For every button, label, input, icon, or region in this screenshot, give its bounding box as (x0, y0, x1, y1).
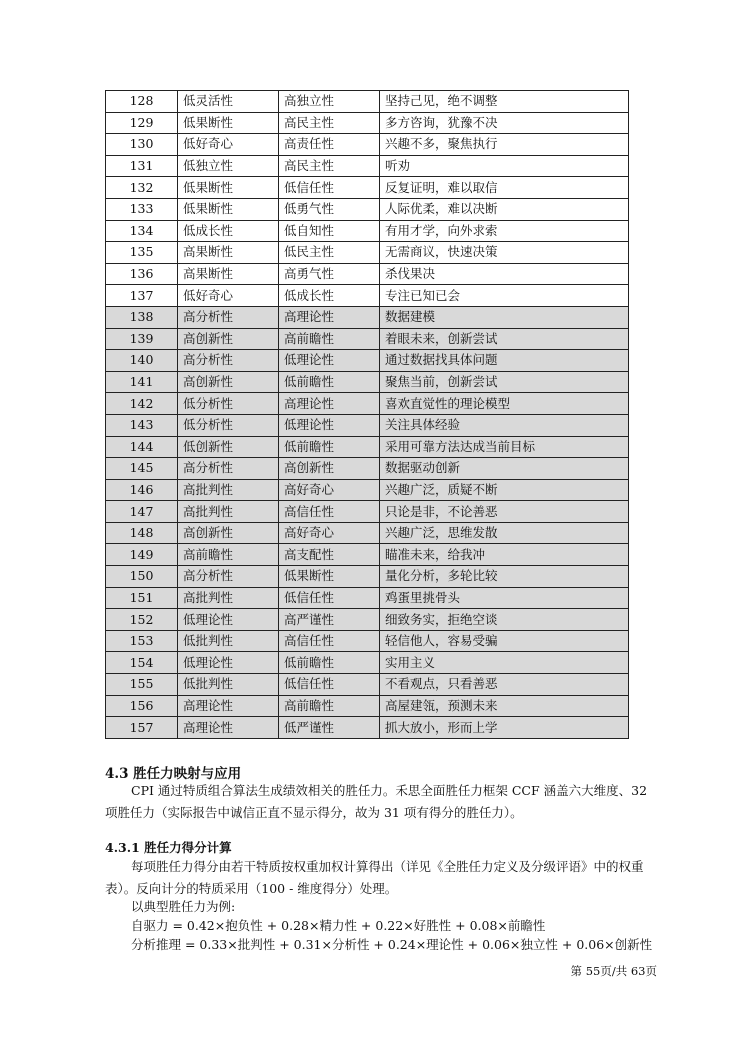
table-row (106, 350, 629, 372)
row-number-cell: 157 (106, 717, 178, 739)
table-row (106, 112, 629, 134)
description-cell: 坚持己见，绝不调整 (380, 91, 629, 113)
table-row (106, 695, 629, 717)
trait-a-cell: 高理论性 (178, 695, 279, 717)
trait-b-cell: 低信任性 (279, 587, 380, 609)
row-number-cell: 143 (106, 414, 178, 436)
trait-a-cell: 低分析性 (178, 393, 279, 415)
trait-b-cell: 低果断性 (279, 566, 380, 588)
trait-b-cell: 高民主性 (279, 155, 380, 177)
trait-a-cell: 高分析性 (178, 350, 279, 372)
table-row (106, 263, 629, 285)
row-number-cell: 134 (106, 220, 178, 242)
table-row (106, 652, 629, 674)
trait-a-cell: 低理论性 (178, 652, 279, 674)
trait-a-cell: 低分析性 (178, 414, 279, 436)
subsection-title: 4.3.1 胜任力得分计算 (105, 840, 232, 855)
trait-a-cell: 高果断性 (178, 263, 279, 285)
row-number-cell: 156 (106, 695, 178, 717)
trait-a-cell: 高批判性 (178, 501, 279, 523)
trait-b-cell: 高独立性 (279, 91, 380, 113)
description-cell: 只论是非，不论善恶 (380, 501, 629, 523)
trait-b-cell: 高信任性 (279, 501, 380, 523)
description-cell: 轻信他人，容易受骗 (380, 630, 629, 652)
page-number: 第 55页/共 63页 (570, 964, 657, 978)
trait-a-cell: 高分析性 (178, 566, 279, 588)
trait-combination-table (105, 90, 628, 739)
table-row (106, 522, 629, 544)
table-row (106, 91, 629, 113)
row-number-cell: 135 (106, 242, 178, 264)
row-number-cell: 142 (106, 393, 178, 415)
row-number-cell: 147 (106, 501, 178, 523)
trait-b-cell: 高前瞻性 (279, 328, 380, 350)
trait-a-cell: 低独立性 (178, 155, 279, 177)
description-cell: 兴趣广泛，质疑不断 (380, 479, 629, 501)
row-number-cell: 139 (106, 328, 178, 350)
trait-b-cell: 高信任性 (279, 630, 380, 652)
description-cell: 数据建模 (380, 306, 629, 328)
description-cell: 专注已知已会 (380, 285, 629, 307)
description-cell: 不看观点，只看善恶 (380, 674, 629, 696)
trait-b-cell: 低信任性 (279, 177, 380, 199)
table-row (106, 587, 629, 609)
table-row (106, 220, 629, 242)
table-row (106, 285, 629, 307)
section-title: 4.3 胜任力映射与应用 (105, 766, 242, 782)
trait-b-cell: 低勇气性 (279, 198, 380, 220)
table-row (106, 501, 629, 523)
trait-b-cell: 低成长性 (279, 285, 380, 307)
row-number-cell: 150 (106, 566, 178, 588)
row-number-cell: 148 (106, 522, 178, 544)
description-cell: 关注具体经验 (380, 414, 629, 436)
description-cell: 杀伐果决 (380, 263, 629, 285)
trait-a-cell: 高分析性 (178, 306, 279, 328)
description-cell: 量化分析，多轮比较 (380, 566, 629, 588)
description-cell: 兴趣不多，聚焦执行 (380, 134, 629, 156)
description-cell: 采用可靠方法达成当前目标 (380, 436, 629, 458)
description-cell: 实用主义 (380, 652, 629, 674)
table-row (106, 674, 629, 696)
trait-b-cell: 低前瞻性 (279, 371, 380, 393)
table-row (106, 479, 629, 501)
row-number-cell: 129 (106, 112, 178, 134)
trait-a-cell: 高理论性 (178, 717, 279, 739)
formula-analytic-reasoning: 分析推理 = 0.33×批判性 + 0.31×分析性 + 0.24×理论性 + 0.06×独立性 + 0.06×创新性 (131, 937, 653, 952)
trait-a-cell: 高批判性 (178, 587, 279, 609)
description-cell: 人际优柔，难以决断 (380, 198, 629, 220)
table-row (106, 134, 629, 156)
description-cell: 喜欢直觉性的理论模型 (380, 393, 629, 415)
trait-b-cell: 高前瞻性 (279, 695, 380, 717)
trait-a-cell: 低创新性 (178, 436, 279, 458)
trait-a-cell: 低灵活性 (178, 91, 279, 113)
row-number-cell: 138 (106, 306, 178, 328)
formula-self-drive: 自驱力 = 0.42×抱负性 + 0.28×精力性 + 0.22×好胜性 + 0.08×前瞻性 (131, 918, 546, 933)
trait-b-cell: 低信任性 (279, 674, 380, 696)
description-cell: 无需商议，快速决策 (380, 242, 629, 264)
description-cell: 聚焦当前，创新尝试 (380, 371, 629, 393)
section-paragraph: CPI 通过特质组合算法生成绩效相关的胜任力。禾思全面胜任力框架 CCF 涵盖六大维度、32 项胜任力（实际报告中诚信正直不显示得分，故为 31 项有得分的胜任力）。 (105, 783, 648, 820)
table-row (106, 436, 629, 458)
table-row (106, 414, 629, 436)
trait-a-cell: 高创新性 (178, 328, 279, 350)
table-row (106, 609, 629, 631)
trait-b-cell: 低自知性 (279, 220, 380, 242)
table-row (106, 371, 629, 393)
table-row (106, 717, 629, 739)
trait-a-cell: 高前瞻性 (178, 544, 279, 566)
trait-b-cell: 高理论性 (279, 306, 380, 328)
description-cell: 兴趣广泛，思维发散 (380, 522, 629, 544)
trait-a-cell: 低好奇心 (178, 134, 279, 156)
trait-b-cell: 高理论性 (279, 393, 380, 415)
description-cell: 通过数据找具体问题 (380, 350, 629, 372)
description-cell: 有用才学，向外求索 (380, 220, 629, 242)
trait-a-cell: 低批判性 (178, 674, 279, 696)
trait-b-cell: 低前瞻性 (279, 436, 380, 458)
row-number-cell: 136 (106, 263, 178, 285)
description-cell: 鸡蛋里挑骨头 (380, 587, 629, 609)
row-number-cell: 151 (106, 587, 178, 609)
row-number-cell: 133 (106, 198, 178, 220)
row-number-cell: 132 (106, 177, 178, 199)
trait-a-cell: 高批判性 (178, 479, 279, 501)
description-cell: 瞄准未来，给我冲 (380, 544, 629, 566)
table-row (106, 458, 629, 480)
table-row (106, 544, 629, 566)
row-number-cell: 155 (106, 674, 178, 696)
trait-b-cell: 高创新性 (279, 458, 380, 480)
trait-table (105, 90, 629, 739)
subsection-paragraph: 每项胜任力得分由若干特质按权重加权计算得出（详见《全胜任力定义及分级评语》中的权重表）。反向计分的特质采用（100 - 维度得分）处理。 (105, 859, 644, 896)
description-cell: 着眼未来，创新尝试 (380, 328, 629, 350)
row-number-cell: 154 (106, 652, 178, 674)
trait-a-cell: 低成长性 (178, 220, 279, 242)
row-number-cell: 130 (106, 134, 178, 156)
description-cell: 听劝 (380, 155, 629, 177)
description-cell: 细致务实，拒绝空谈 (380, 609, 629, 631)
description-cell: 多方咨询，犹豫不决 (380, 112, 629, 134)
row-number-cell: 140 (106, 350, 178, 372)
description-cell: 数据驱动创新 (380, 458, 629, 480)
trait-b-cell: 低前瞻性 (279, 652, 380, 674)
trait-b-cell: 低理论性 (279, 350, 380, 372)
trait-b-cell: 高好奇心 (279, 479, 380, 501)
trait-a-cell: 高果断性 (178, 242, 279, 264)
row-number-cell: 144 (106, 436, 178, 458)
table-row (106, 242, 629, 264)
table-row (106, 155, 629, 177)
example-intro: 以典型胜任力为例: (131, 899, 236, 914)
row-number-cell: 137 (106, 285, 178, 307)
trait-a-cell: 低理论性 (178, 609, 279, 631)
description-cell: 高屋建瓴，预测未来 (380, 695, 629, 717)
trait-b-cell: 高支配性 (279, 544, 380, 566)
table-row (106, 306, 629, 328)
trait-a-cell: 低果断性 (178, 112, 279, 134)
table-row (106, 177, 629, 199)
table-row (106, 630, 629, 652)
trait-a-cell: 低好奇心 (178, 285, 279, 307)
trait-b-cell: 低严谨性 (279, 717, 380, 739)
table-row (106, 198, 629, 220)
trait-b-cell: 高民主性 (279, 112, 380, 134)
trait-table-body (106, 91, 629, 739)
trait-b-cell: 高严谨性 (279, 609, 380, 631)
trait-b-cell: 高好奇心 (279, 522, 380, 544)
row-number-cell: 128 (106, 91, 178, 113)
trait-b-cell: 低理论性 (279, 414, 380, 436)
row-number-cell: 141 (106, 371, 178, 393)
table-row (106, 566, 629, 588)
row-number-cell: 152 (106, 609, 178, 631)
trait-a-cell: 低批判性 (178, 630, 279, 652)
table-row (106, 393, 629, 415)
trait-a-cell: 低果断性 (178, 198, 279, 220)
trait-b-cell: 低民主性 (279, 242, 380, 264)
trait-b-cell: 高责任性 (279, 134, 380, 156)
row-number-cell: 145 (106, 458, 178, 480)
trait-a-cell: 高创新性 (178, 522, 279, 544)
description-cell: 反复证明，难以取信 (380, 177, 629, 199)
table-row (106, 328, 629, 350)
trait-a-cell: 高创新性 (178, 371, 279, 393)
row-number-cell: 131 (106, 155, 178, 177)
trait-a-cell: 低果断性 (178, 177, 279, 199)
trait-a-cell: 高分析性 (178, 458, 279, 480)
row-number-cell: 153 (106, 630, 178, 652)
trait-b-cell: 高勇气性 (279, 263, 380, 285)
row-number-cell: 146 (106, 479, 178, 501)
description-cell: 抓大放小，形而上学 (380, 717, 629, 739)
row-number-cell: 149 (106, 544, 178, 566)
